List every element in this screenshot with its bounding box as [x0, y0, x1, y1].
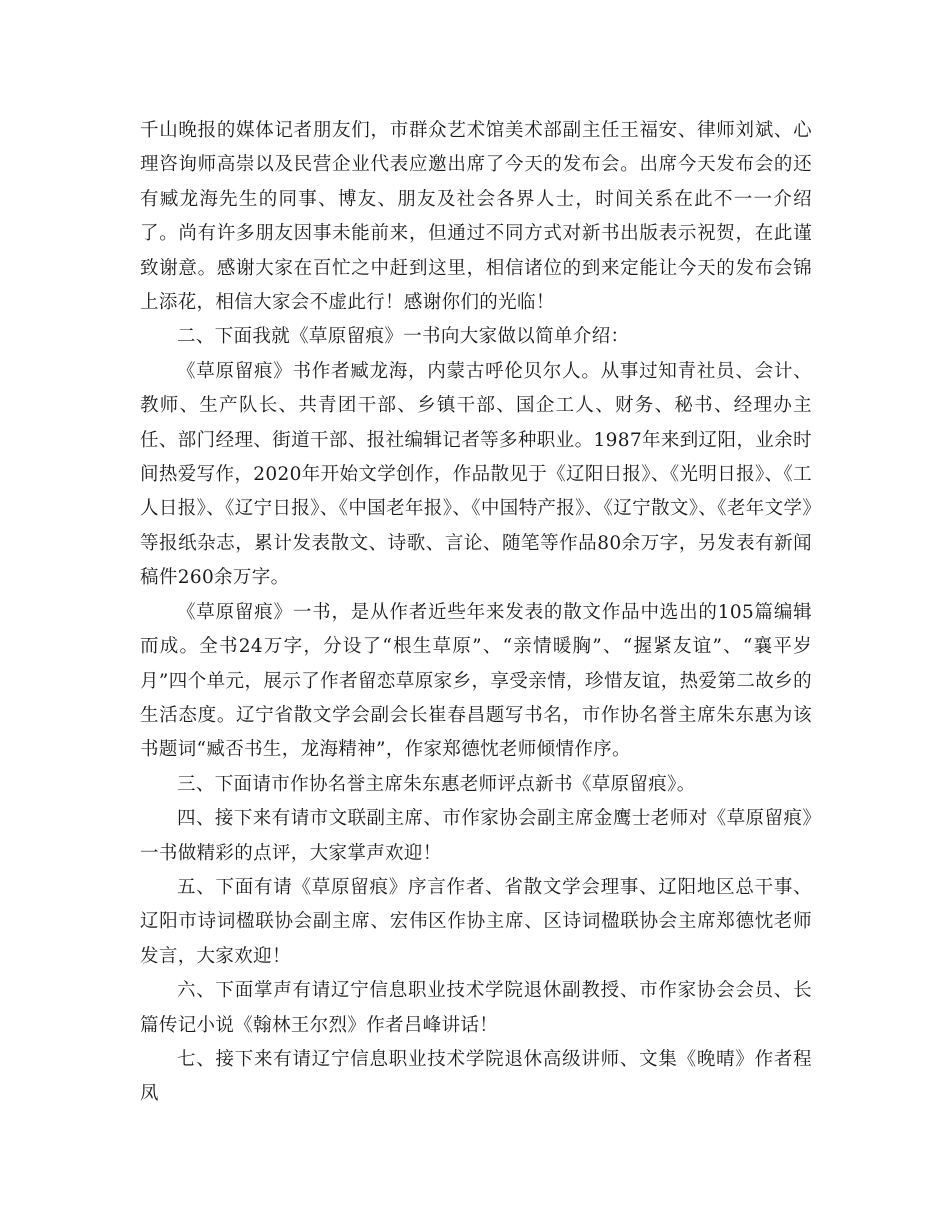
paragraph-section-6: 六、下面掌声有请辽宁信息职业技术学院退休副教授、市作家协会会员、长篇传记小说《翰林王尔烈》作者吕峰讲话！: [140, 980, 812, 1036]
paragraph-guests: 千山晚报的媒体记者朋友们，市群众艺术馆美术部副主任王福安、律师刘斌、心理咨询师高崇以及民营企业代表应邀出席了今天的发布会。出席今天发布会的还有臧龙海先生的同事、博友、朋友及社会各界人士，时间关系在此不一一介绍了。尚有许多朋友因事未能前来，但通过不同方式对新书出版表示祝贺，在此谨致谢意。感谢大家在百忙之中赶到这里，相信诸位的到来定能让今天的发布会锦上添花，相信大家会不虚此行！感谢你们的光临！: [140, 120, 812, 314]
paragraph-section-3: 三、下面请市作协名誉主席朱东惠老师评点新书《草原留痕》。: [177, 773, 696, 795]
body-text: [140, 114, 812, 1112]
paragraph-section-4: 四、接下来有请市文联副主席、市作家协会副主席金鹰士老师对《草原留痕》一书做精彩的点评，大家掌声欢迎！: [140, 808, 812, 864]
paragraph-book-intro: 《草原留痕》一书，是从作者近些年来发表的散文作品中选出的105篇编辑而成。全书24万字，分设了“根生草原”、“亲情暖胸”、“握紧友谊”、“襄平岁月”四个单元，展示了作者留恋草原家乡，享受亲情，珍惜友谊，热爱第二故乡的生活态度。辽宁省散文学会副会长崔春昌题写书名，市作协名誉主席朱东惠为该书题词“臧否书生，龙海精神”，作家郑德忱老师倾情作序。: [140, 601, 812, 761]
paragraph-section-2-heading: 二、下面我就《草原留痕》一书向大家做以简单介绍：: [177, 326, 630, 348]
paragraph-author-intro: 《草原留痕》书作者臧龙海，内蒙古呼伦贝尔人。从事过知青社员、会计、教师、生产队长、共青团干部、乡镇干部、国企工人、财务、秘书、经理办主任、部门经理、街道干部、报社编辑记者等多种职业。1987年来到辽阳，业余时间热爱写作，2020年开始文学创作，作品散见于《辽阳日报》、《光明日报》、《工人日报》、《辽宁日报》、《中国老年报》、《中国特产报》、《辽宁散文》、《老年文学》等报纸杂志，累计发表散文、诗歌、言论、随笔等作品80余万字，另发表有新闻稿件260余万字。: [140, 360, 812, 589]
paragraph-section-5: 五、下面有请《草原留痕》序言作者、省散文学会理事、辽阳地区总干事、辽阳市诗词楹联协会副主席、宏伟区作协主席、区诗词楹联协会主席郑德忱老师发言，大家欢迎！: [140, 876, 812, 967]
paragraph-section-7: 七、接下来有请辽宁信息职业技术学院退休高级讲师、文集《晚晴》作者程凤: [140, 1048, 812, 1105]
